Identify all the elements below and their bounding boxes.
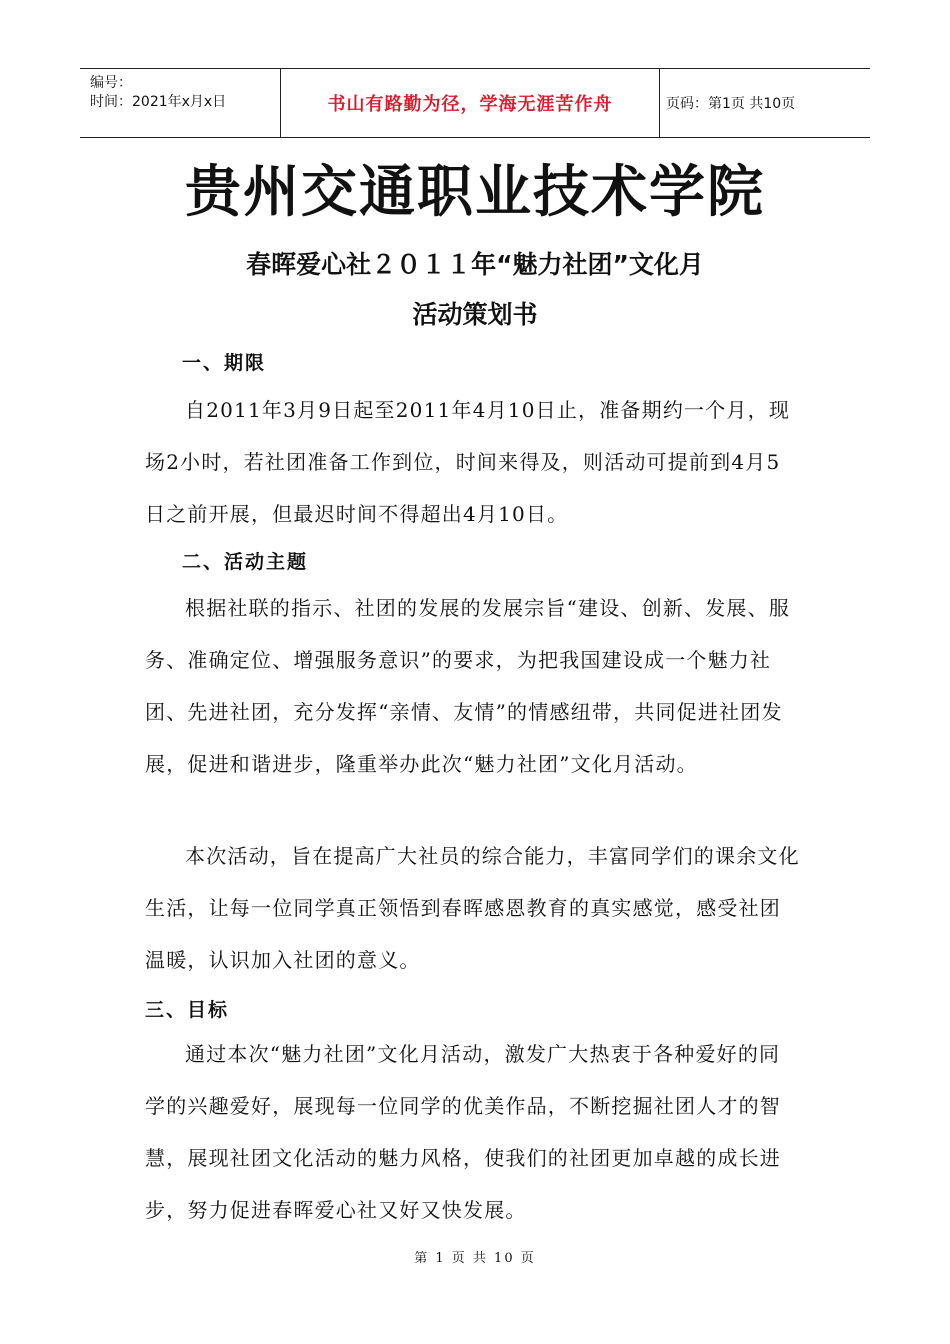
- document-subtitle: 活动策划书: [412, 300, 538, 329]
- document-time-label: 时间：2021年x月x日: [90, 94, 227, 110]
- school-name: 贵州交通职业技术学院: [185, 159, 765, 225]
- section-heading-theme: 二、活动主题: [182, 551, 309, 573]
- page-footer: 第 1 页 共 10 页: [414, 1251, 536, 1266]
- section-paragraph: 自2011年3月9日起至2011年4月10日止，准备期约一个月，现场2小时，若社团准备工作到位，时间来得及，则活动可提前到4月5日之前开展，但最迟时间不得超出4月10日。: [145, 398, 791, 526]
- header-meta: [80, 69, 280, 137]
- page-header: [80, 68, 870, 138]
- section-paragraph: 本次活动，旨在提高广大社员的综合能力，丰富同学们的课余文化生活，让每一位同学真正领悟到春晖感恩教育的真实感觉，感受社团温暖，认识加入社团的意义。: [145, 844, 800, 972]
- document-number-label: 编号：: [90, 75, 132, 91]
- header-page-info: 页码：第1页 共10页: [666, 96, 796, 112]
- section-paragraph: 通过本次“魅力社团”文化月活动，激发广大热衷于各种爱好的同学的兴趣爱好，展现每一位同学的优美作品，不断挖掘社团人才的智慧，展现社团文化活动的魅力风格，使我们的社团更加卓越的成长进步，努力促进春晖爱心社又好又快发展。: [145, 1042, 781, 1222]
- header-motto-cell: [280, 69, 660, 137]
- section-heading-term: 一、期限: [182, 352, 267, 374]
- section-paragraph: 根据社联的指示、社团的发展的发展宗旨“建设、创新、发展、服务、准确定位、增强服务意识”的要求，为把我国建设成一个魅力社团、先进社团，充分发挥“亲情、友情”的情感纽带，共同促进社团发展，促进和谐进步，隆重举办此次“魅力社团”文化月活动。: [145, 596, 791, 776]
- section-heading-goal: 三、目标: [145, 999, 230, 1021]
- document-title: 春晖爱心社２０１１年“魅力社团”文化月: [246, 250, 704, 279]
- header-motto: 书山有路勤为径，学海无涯苦作舟: [327, 94, 613, 115]
